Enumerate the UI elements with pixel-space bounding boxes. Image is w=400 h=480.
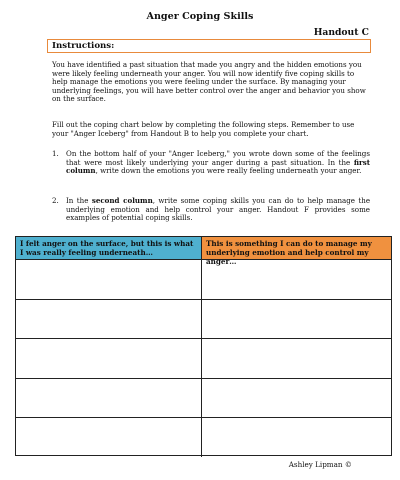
feeling-cell[interactable]: [16, 300, 202, 339]
handout-label: Handout C: [313, 27, 369, 38]
step-item-2: [52, 196, 371, 223]
feeling-cell[interactable]: [16, 379, 202, 418]
coping-skill-cell[interactable]: [202, 300, 391, 339]
step-text: , write some coping skills you can do to help manage the underlying emotion and help control your anger. Handout F provides some examples of potential coping skills.: [66, 196, 371, 223]
fill-out-paragraph: Fill out the coping chart below by completing the following steps. Remember to use your "Anger Iceberg" from Handout B to help you complete your chart.: [52, 120, 355, 138]
table-row: [16, 299, 391, 339]
author-credit: Ashley Lipman ©: [288, 460, 352, 469]
feeling-cell[interactable]: [16, 339, 202, 378]
step-number: 2.: [52, 196, 59, 205]
step-text: In the: [66, 196, 92, 205]
coping-skill-cell[interactable]: [202, 260, 391, 299]
step-item-1: [52, 149, 370, 176]
page-title: Anger Coping Skills: [146, 11, 254, 22]
instructions-heading: Instructions:: [47, 39, 371, 53]
feeling-cell[interactable]: [16, 260, 202, 299]
step-emphasis: first column: [66, 157, 370, 176]
coping-skill-cell[interactable]: [202, 339, 391, 378]
step-emphasis: second column: [91, 196, 153, 205]
step-number: 1.: [52, 149, 59, 158]
table-row: [16, 378, 391, 418]
table-row: [16, 338, 391, 378]
table-row: [16, 417, 391, 457]
coping-chart-table: [15, 236, 392, 456]
column-header-feelings: I felt anger on the surface, but this is what I was really feeling underneath…: [16, 237, 202, 259]
coping-skill-cell[interactable]: [202, 379, 391, 418]
step-text: , write down the emotions you were really feeling underneath your anger.: [95, 166, 362, 176]
intro-paragraph: You have identified a past situation that made you angry and the hidden emotions you were likely feeling underneath your anger. You will now identify five coping skills to help manage the emotions you were feeling under the surface. By managing your underlying feelings, you will have better control over the anger and behavior you show on the surface.: [52, 60, 366, 104]
column-header-coping: This is something I can do to manage my underlying emotion and help control my anger…: [202, 237, 391, 259]
feeling-cell[interactable]: [16, 418, 202, 457]
table-row: [16, 259, 391, 299]
coping-skill-cell[interactable]: [202, 418, 391, 457]
step-text: On the bottom half of your "Anger Iceberg," you wrote down some of the feelings that were most likely underlying your anger during a past situation. In the: [66, 149, 370, 167]
